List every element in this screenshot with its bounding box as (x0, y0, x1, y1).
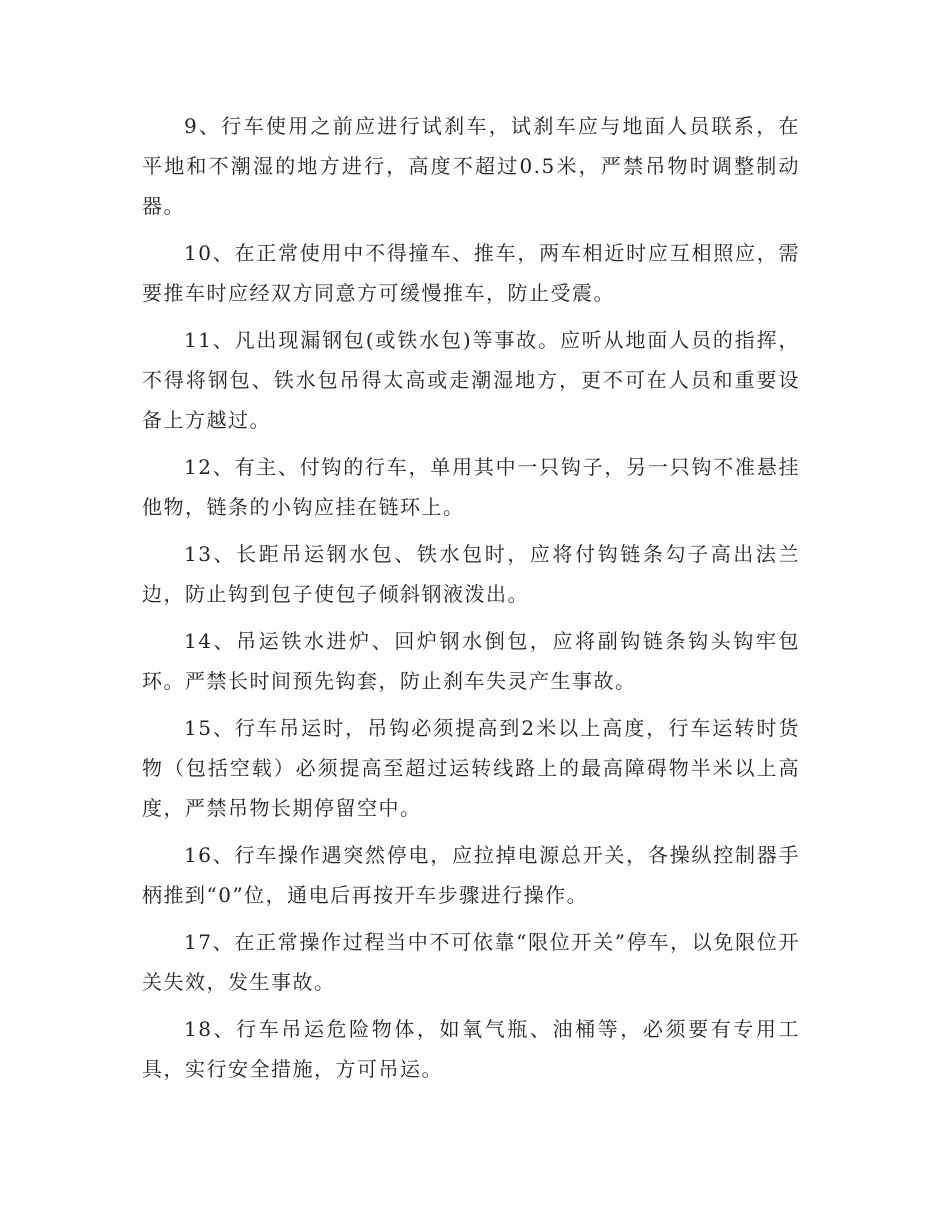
paragraph-item-14: 14、吊运铁水进炉、回炉钢水倒包，应将副钩链条钩头钩牢包环。严禁长时间预先钩套，防止刹车失灵产生事故。 (142, 629, 800, 693)
paragraph-item-13: 13、长距吊运钢水包、铁水包时，应将付钩链条勾子高出法兰边，防止钩到包子使包子倾斜钢液泼出。 (142, 542, 800, 606)
paragraph-item-12: 12、有主、付钩的行车，单用其中一只钩子，另一只钩不准悬挂他物，链条的小钩应挂在链环上。 (142, 455, 800, 519)
paragraph-item-18: 18、行车吊运危险物体，如氧气瓶、油桶等，必须要有专用工具，实行安全措施，方可吊运。 (142, 1017, 800, 1081)
paragraph-item-16: 16、行车操作遇突然停电，应拉掉电源总开关，各操纵控制器手柄推到“0”位，通电后再按开车步骤进行操作。 (142, 843, 800, 907)
paragraph-item-9: 9、行车使用之前应进行试刹车，试刹车应与地面人员联系，在平地和不潮湿的地方进行，高度不超过0.5米，严禁吊物时调整制动器。 (142, 114, 800, 218)
paragraph-item-11: 11、凡出现漏钢包(或铁水包)等事故。应听从地面人员的指挥，不得将钢包、铁水包吊得太高或走潮湿地方，更不可在人员和重要设备上方越过。 (142, 328, 800, 432)
paragraph-item-15: 15、行车吊运时，吊钩必须提高到2米以上高度，行车运转时货物（包括空载）必须提高至超过运转线路上的最高障碍物半米以上高度，严禁吊物长期停留空中。 (142, 716, 800, 820)
paragraph-item-10: 10、在正常使用中不得撞车、推车，两车相近时应互相照应，需要推车时应经双方同意方可缓慢推车，防止受震。 (142, 241, 800, 305)
paragraph-item-17: 17、在正常操作过程当中不可依靠“限位开关”停车，以免限位开关失效，发生事故。 (142, 930, 800, 994)
document-body (142, 106, 800, 1096)
